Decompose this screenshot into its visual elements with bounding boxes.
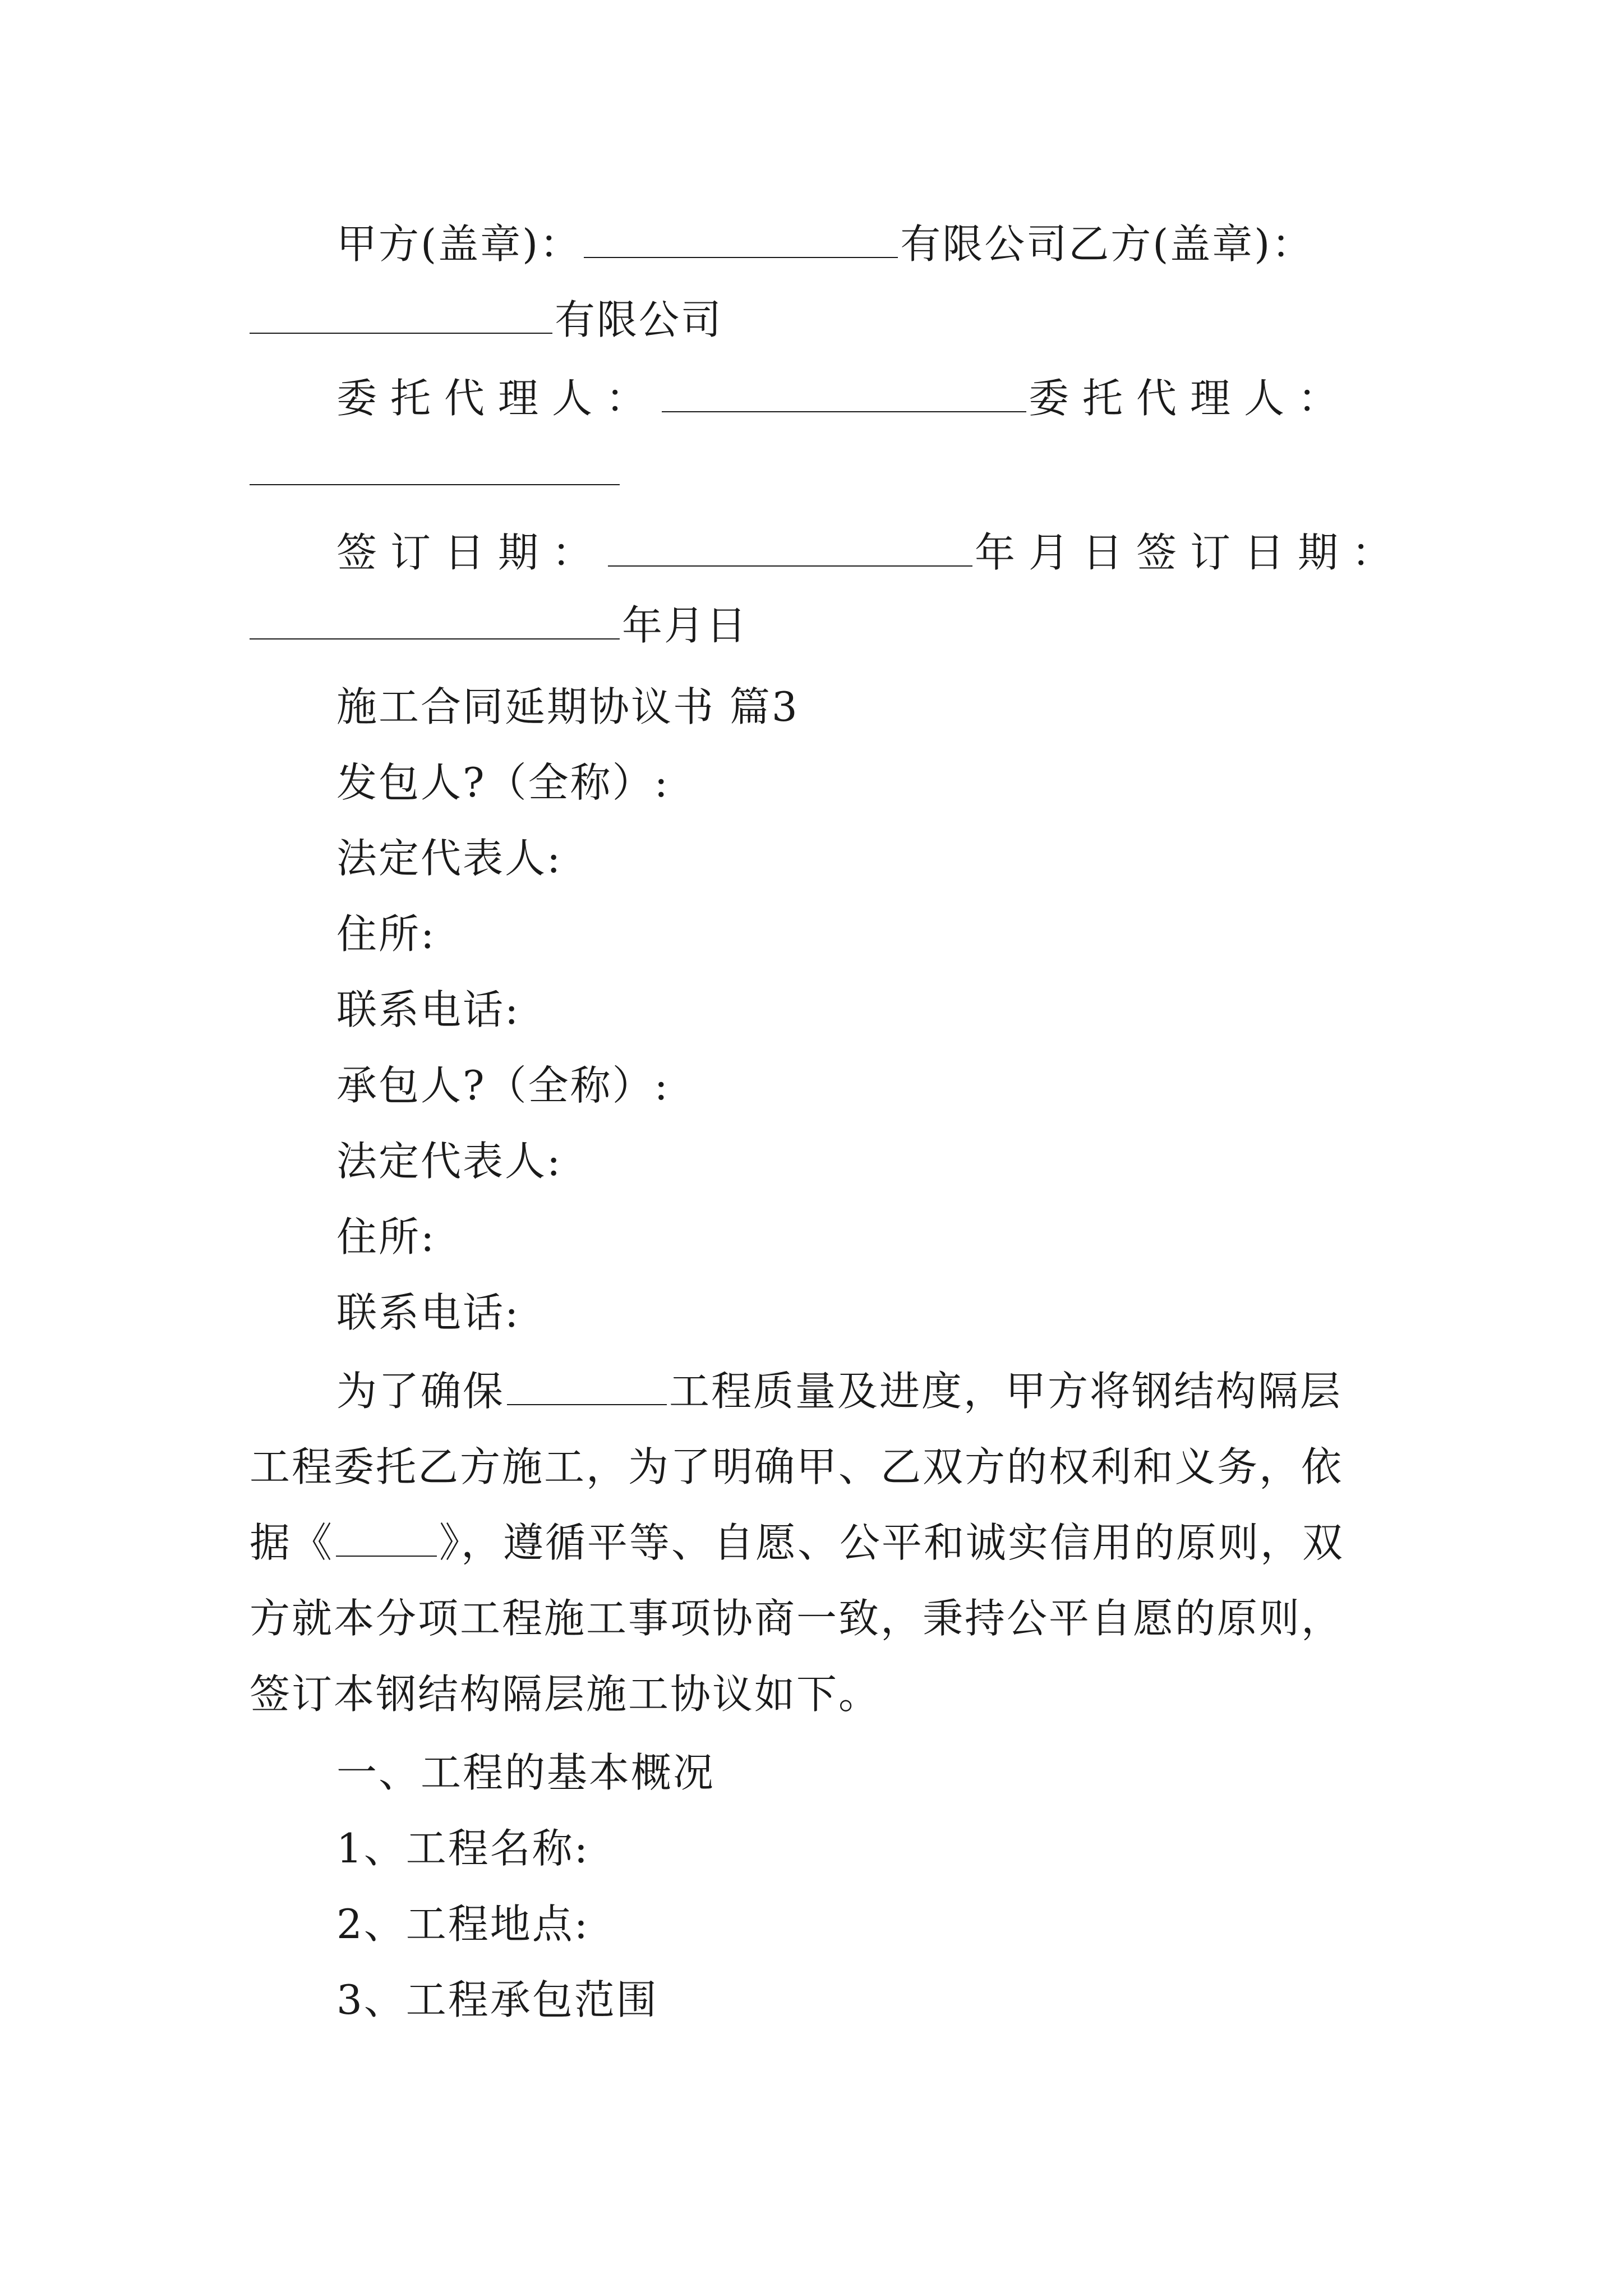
- employer-address-label: 住所:: [336, 910, 436, 958]
- party-a-date-label: 签订日期：: [336, 529, 606, 576]
- body-line-3: [250, 1515, 1399, 1571]
- employer-rep-label: 法定代表人:: [336, 835, 562, 882]
- party-b-date-blank: [250, 599, 620, 639]
- body-line-5: 签订本钢结构隔层施工协议如下。: [250, 1671, 881, 1718]
- date-line: [336, 524, 1486, 581]
- contractor-rep-label: 法定代表人:: [336, 1138, 562, 1185]
- project-name-blank: [507, 1365, 667, 1405]
- party-b-agent-blank-line: [250, 443, 1399, 499]
- section1-item-2: 2、工程地点:: [336, 1901, 590, 1948]
- body-line-1-a: 为了确保: [336, 1368, 505, 1415]
- section1-item-1: 1、工程名称:: [336, 1825, 590, 1872]
- employer-phone-label: 联系电话:: [336, 986, 520, 1033]
- party-a-date-blank: [608, 526, 972, 567]
- body-line-2: 工程委托乙方施工，为了明确甲、乙双方的权利和义务，依: [250, 1443, 1344, 1490]
- party-b-agent-blank: [250, 445, 620, 485]
- body-line-1: [336, 1363, 1486, 1419]
- agent-line: [336, 370, 1486, 426]
- body-line-3-a: 据《: [250, 1519, 334, 1566]
- party-a-seal-line: [336, 216, 1486, 272]
- party-a-seal-label: 甲方(盖章)：: [336, 220, 582, 268]
- party-b-date-suffix: 年月日: [622, 602, 749, 649]
- body-line-1-b: 工程质量及进度，甲方将钢结构隔层: [669, 1368, 1343, 1415]
- party-b-date-label: 年月日签订日期：: [975, 529, 1406, 576]
- party-b-company-line: [250, 292, 1399, 348]
- party-a-agent-blank: [662, 372, 1026, 412]
- body-line-3-b: 》，遵循平等、自愿、公平和诚实信用的原则，双: [439, 1519, 1345, 1566]
- party-a-agent-label: 委托代理人：: [336, 375, 660, 422]
- employer-name-label: 发包人?（全称）:: [336, 759, 670, 806]
- party-b-seal-label: 有限公司乙方(盖章)：: [900, 220, 1314, 268]
- contractor-address-label: 住所:: [336, 1213, 436, 1260]
- party-a-blank: [584, 218, 898, 258]
- party-b-company-label: 有限公司: [555, 296, 723, 343]
- party-b-agent-label: 委托代理人：: [1029, 375, 1352, 422]
- party-b-date-line: [250, 597, 1399, 654]
- contractor-phone-label: 联系电话:: [336, 1289, 520, 1336]
- section1-heading: 一、工程的基本概况: [336, 1749, 716, 1796]
- section1-item-3: 3、工程承包范围: [336, 1976, 658, 2023]
- contractor-name-label: 承包人?（全称）:: [336, 1062, 670, 1109]
- law-name-blank: [336, 1516, 437, 1557]
- section-title: 施工合同延期协议书 篇3: [336, 683, 799, 730]
- body-line-4: 方就本分项工程施工事项协商一致，秉持公平自愿的原则，: [250, 1595, 1344, 1642]
- party-b-blank: [250, 293, 552, 334]
